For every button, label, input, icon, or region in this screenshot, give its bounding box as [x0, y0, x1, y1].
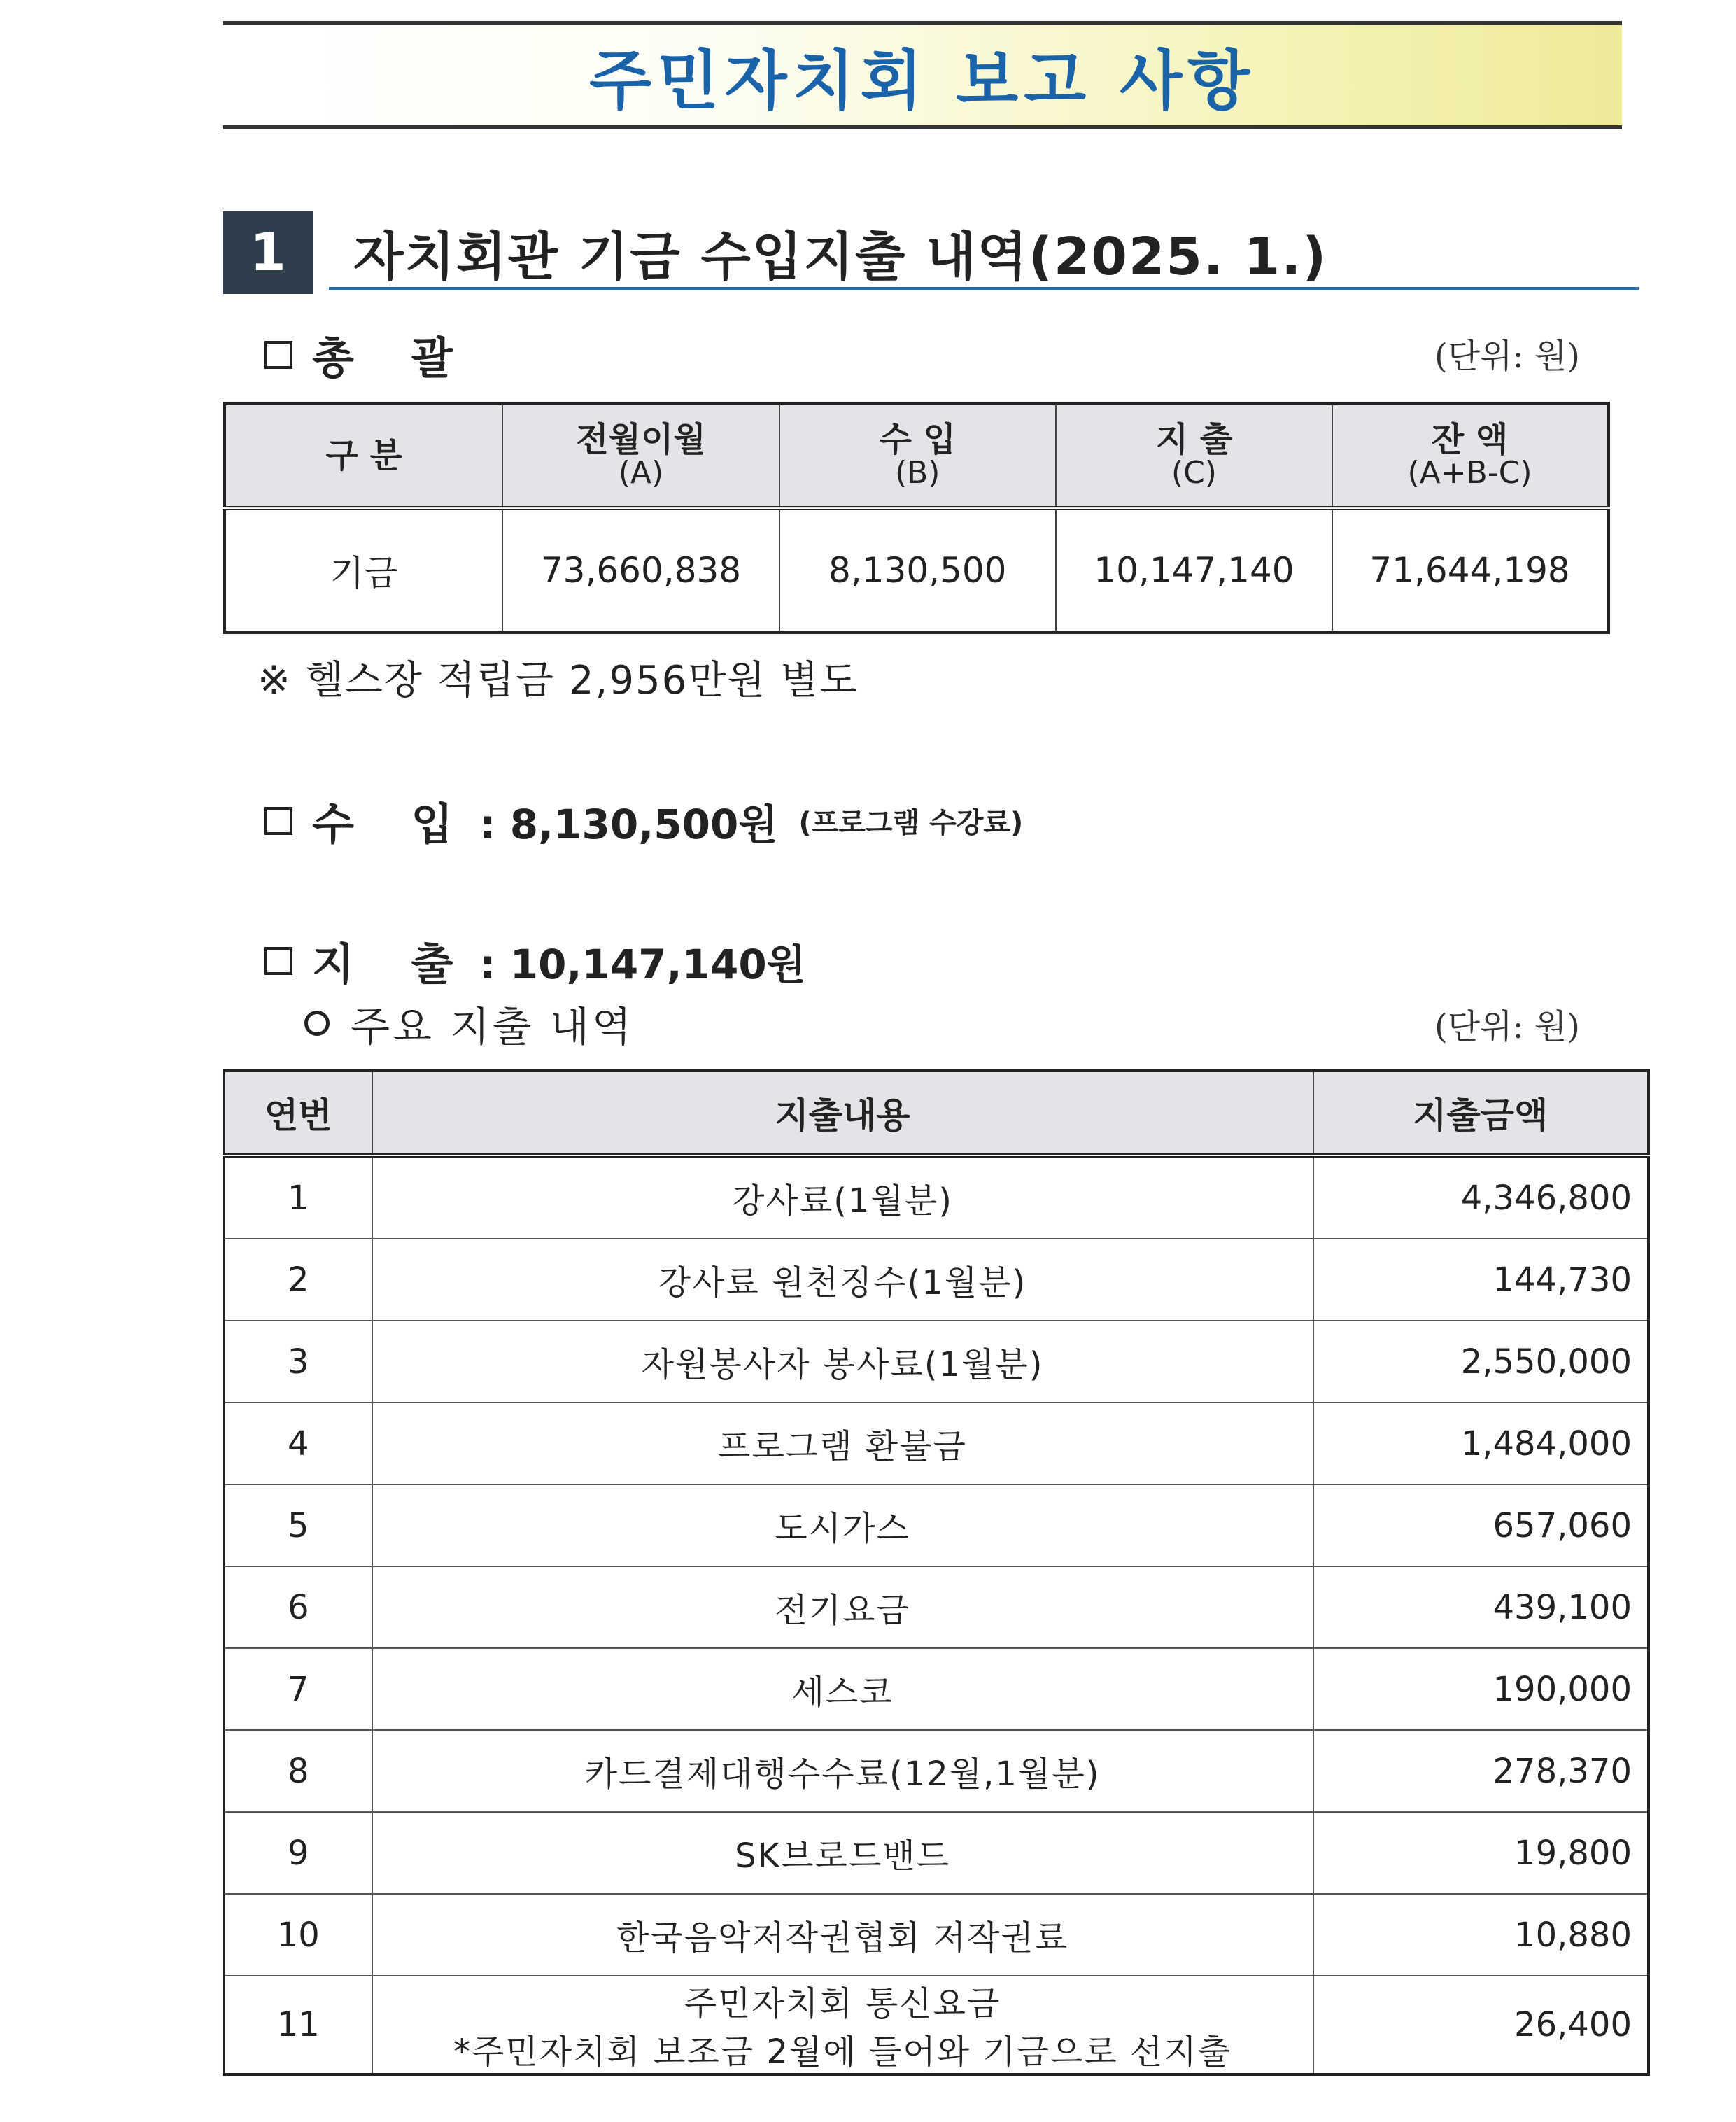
row-amount: 144,730 [1313, 1239, 1649, 1321]
summary-col-category [225, 404, 503, 509]
checkbox-square-icon [264, 947, 292, 975]
summary-header-row [225, 404, 1609, 509]
title-banner [223, 21, 1622, 129]
table-row [224, 1155, 1649, 1239]
row-number: 1 [224, 1155, 372, 1239]
summary-cell-balance: 71,644,198 [1332, 508, 1608, 633]
col-label: 잔 액 [1431, 419, 1509, 459]
row-number: 6 [224, 1566, 372, 1648]
row-amount: 1,484,000 [1313, 1403, 1649, 1484]
row-amount: 190,000 [1313, 1648, 1649, 1730]
row-description-main: 주민자치회 통신요금 [684, 1984, 1001, 2023]
row-amount: 2,550,000 [1313, 1321, 1649, 1403]
row-number: 10 [224, 1894, 372, 1976]
income-heading [264, 789, 1023, 852]
col-label: 수 입 [879, 419, 956, 459]
circle-bullet-icon [304, 1011, 330, 1036]
row-number: 3 [224, 1321, 372, 1403]
checkbox-square-icon [264, 807, 292, 835]
row-number: 5 [224, 1484, 372, 1566]
col-sub-label: (B) [894, 455, 940, 491]
expense-table [223, 1069, 1650, 2076]
expense-col-description: 지출내용 [372, 1071, 1313, 1155]
summary-cell-carryover: 73,660,838 [502, 508, 779, 633]
table-row [224, 1812, 1649, 1894]
section-title: 자치회관 기금 수입지출 내역(2025. 1.) [353, 227, 1328, 287]
page-title: 주민자치회 보고 사항 [589, 43, 1255, 118]
summary-col-expense [1056, 404, 1332, 509]
row-amount: 439,100 [1313, 1566, 1649, 1648]
row-description: 전기요금 [372, 1566, 1313, 1648]
section-underline [329, 287, 1639, 290]
summary-col-balance [1332, 404, 1608, 509]
row-amount: 10,880 [1313, 1894, 1649, 1976]
row-amount: 26,400 [1313, 1976, 1649, 2074]
col-sub-label: (C) [1171, 455, 1217, 491]
expense-label: 지 출 [312, 939, 474, 990]
summary-col-carryover [502, 404, 779, 509]
expense-detail-heading [304, 994, 634, 1053]
table-row [224, 1403, 1649, 1484]
row-amount: 19,800 [1313, 1812, 1649, 1894]
summary-col-income [779, 404, 1056, 509]
row-description-note: *주민자치회 보조금 2월에 들어와 기금으로 선지출 [453, 2032, 1232, 2072]
row-description: 한국음악저작권협회 저작권료 [372, 1894, 1313, 1976]
checkbox-square-icon [264, 341, 292, 369]
row-description: 강사료 원천징수(1월분) [372, 1239, 1313, 1321]
row-number: 9 [224, 1812, 372, 1894]
col-label: 구 분 [325, 435, 402, 475]
summary-data-row [225, 508, 1609, 633]
table-row [224, 1730, 1649, 1812]
row-description: 도시가스 [372, 1484, 1313, 1566]
row-description: 자원봉사자 봉사료(1월분) [372, 1321, 1313, 1403]
summary-heading [264, 323, 474, 386]
row-number: 11 [224, 1976, 372, 2074]
row-description: 프로그램 환불금 [372, 1403, 1313, 1484]
row-description: 카드결제대행수수료(12월,1월분) [372, 1730, 1313, 1812]
table-row [224, 1648, 1649, 1730]
row-description: 세스코 [372, 1648, 1313, 1730]
section-number: 1 [223, 211, 313, 294]
table-row [224, 1894, 1649, 1976]
row-amount: 278,370 [1313, 1730, 1649, 1812]
expense-header-row [224, 1071, 1649, 1155]
row-number: 7 [224, 1648, 372, 1730]
expense-col-number: 연번 [224, 1071, 372, 1155]
col-sub-label: (A+B-C) [1407, 455, 1532, 491]
col-label: 전월이월 [576, 419, 706, 459]
row-description [372, 1976, 1313, 2074]
row-description: 강사료(1월분) [372, 1155, 1313, 1239]
table-row [224, 1976, 1649, 2074]
table-row [224, 1566, 1649, 1648]
row-amount: 4,346,800 [1313, 1155, 1649, 1239]
row-number: 4 [224, 1403, 372, 1484]
row-number: 2 [224, 1239, 372, 1321]
row-number: 8 [224, 1730, 372, 1812]
income-value: : 8,130,500원 [479, 800, 778, 848]
summary-heading-label: 총 괄 [312, 332, 474, 384]
col-sub-label: (A) [618, 455, 664, 491]
summary-table [223, 402, 1610, 634]
table-row [224, 1321, 1649, 1403]
summary-cell-income: 8,130,500 [779, 508, 1056, 633]
expense-value: : 10,147,140원 [479, 940, 806, 988]
col-label: 지 출 [1155, 419, 1233, 459]
summary-unit: (단위: 원) [1434, 337, 1580, 376]
row-description: SK브로드밴드 [372, 1812, 1313, 1894]
summary-cell-category: 기금 [225, 508, 503, 633]
row-amount: 657,060 [1313, 1484, 1649, 1566]
table-row [224, 1239, 1649, 1321]
table-row [224, 1484, 1649, 1566]
income-note: (프로그램 수강료) [798, 807, 1024, 839]
summary-note: ※ 헬스장 적립금 2,956만원 별도 [257, 658, 859, 703]
summary-cell-expense: 10,147,140 [1056, 508, 1332, 633]
income-label: 수 입 [312, 799, 474, 850]
expense-unit: (단위: 원) [1434, 1007, 1580, 1046]
expense-col-amount: 지출금액 [1313, 1071, 1649, 1155]
expense-detail-heading-label: 주요 지출 내역 [351, 1003, 635, 1051]
expense-heading [264, 929, 806, 992]
